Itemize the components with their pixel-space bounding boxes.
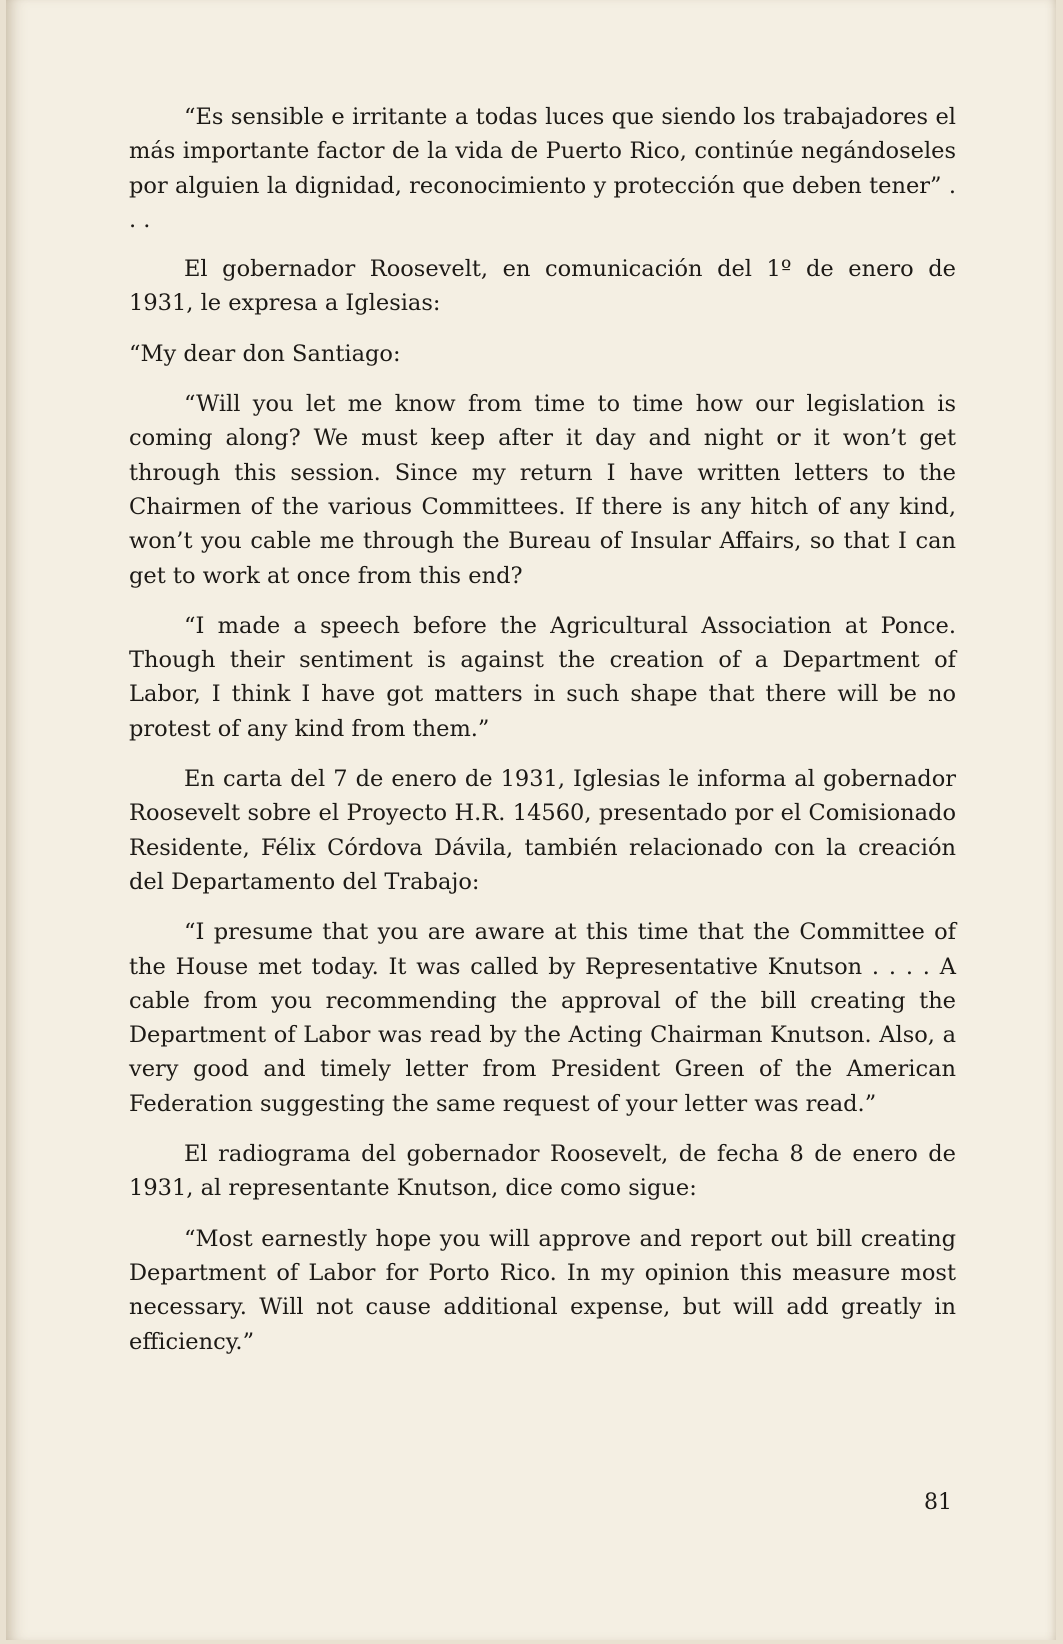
paragraph-quote-iglesias: “Es sensible e irritante a todas luces que siendo los trabajadores el más importante factor de la vida de Puerto Rico, continúe negándoseles por alguien la dignidad, reconocimiento y protección que deben tener” . . . [129, 104, 956, 233]
paragraph-letter-committee: “I presume that you are aware at this time that the Committee of the House met today. It was called by Representative Knutson . . . . A cable from you recommending the approval of the bill creating the Department of Labor was read by the Acting Chairman Knutson. Also, a very good and timely letter from President Green of the American Federation suggesting the same request of your letter was read.” [129, 919, 956, 1117]
page-body [129, 100, 956, 1359]
paragraph-carta-intro: En carta del 7 de enero de 1931, Iglesias le informa al gobernador Roosevelt sobre el Proyecto H.R. 14560, presentado por el Comisionado Residente, Félix Córdova Dávila, también relacionado con la creación del Departamento del Trabajo: [129, 766, 956, 895]
paragraph-salutation: “My dear don Santiago: [129, 340, 401, 367]
paragraph-roosevelt-intro: El gobernador Roosevelt, en comunicación del 1º de enero de 1931, le expresa a Iglesias: [129, 256, 956, 317]
paragraph-letter-legislation: “Will you let me know from time to time how our legislation is coming along? We must keep after it day and night or it won’t get through this session. Since my return I have written letters to the Chairmen of the various Committees. If there is any hitch of any kind, won’t you cable me through the Bureau of Insular Affairs, so that I can get to work at once from this end? [129, 391, 956, 589]
book-page [6, 0, 1056, 1640]
paragraph-radiograma-quote: “Most earnestly hope you will approve and report out bill creating Department of Labor for Porto Rico. In my opinion this measure most necessary. Will not cause additional expense, but will add greatly in efficiency.” [129, 1225, 956, 1355]
paragraph-letter-ponce: “I made a speech before the Agricultural Association at Ponce. Though their sentiment is against the creation of a Department of Labor, I think I have got matters in such shape that there will be no protest of any kind from them.” [129, 612, 956, 742]
paragraph-radiograma-intro: El radiograma del gobernador Roosevelt, de fecha 8 de enero de 1931, al representante Knutson, dice como sigue: [129, 1141, 956, 1202]
page-number: 81 [924, 1490, 952, 1515]
